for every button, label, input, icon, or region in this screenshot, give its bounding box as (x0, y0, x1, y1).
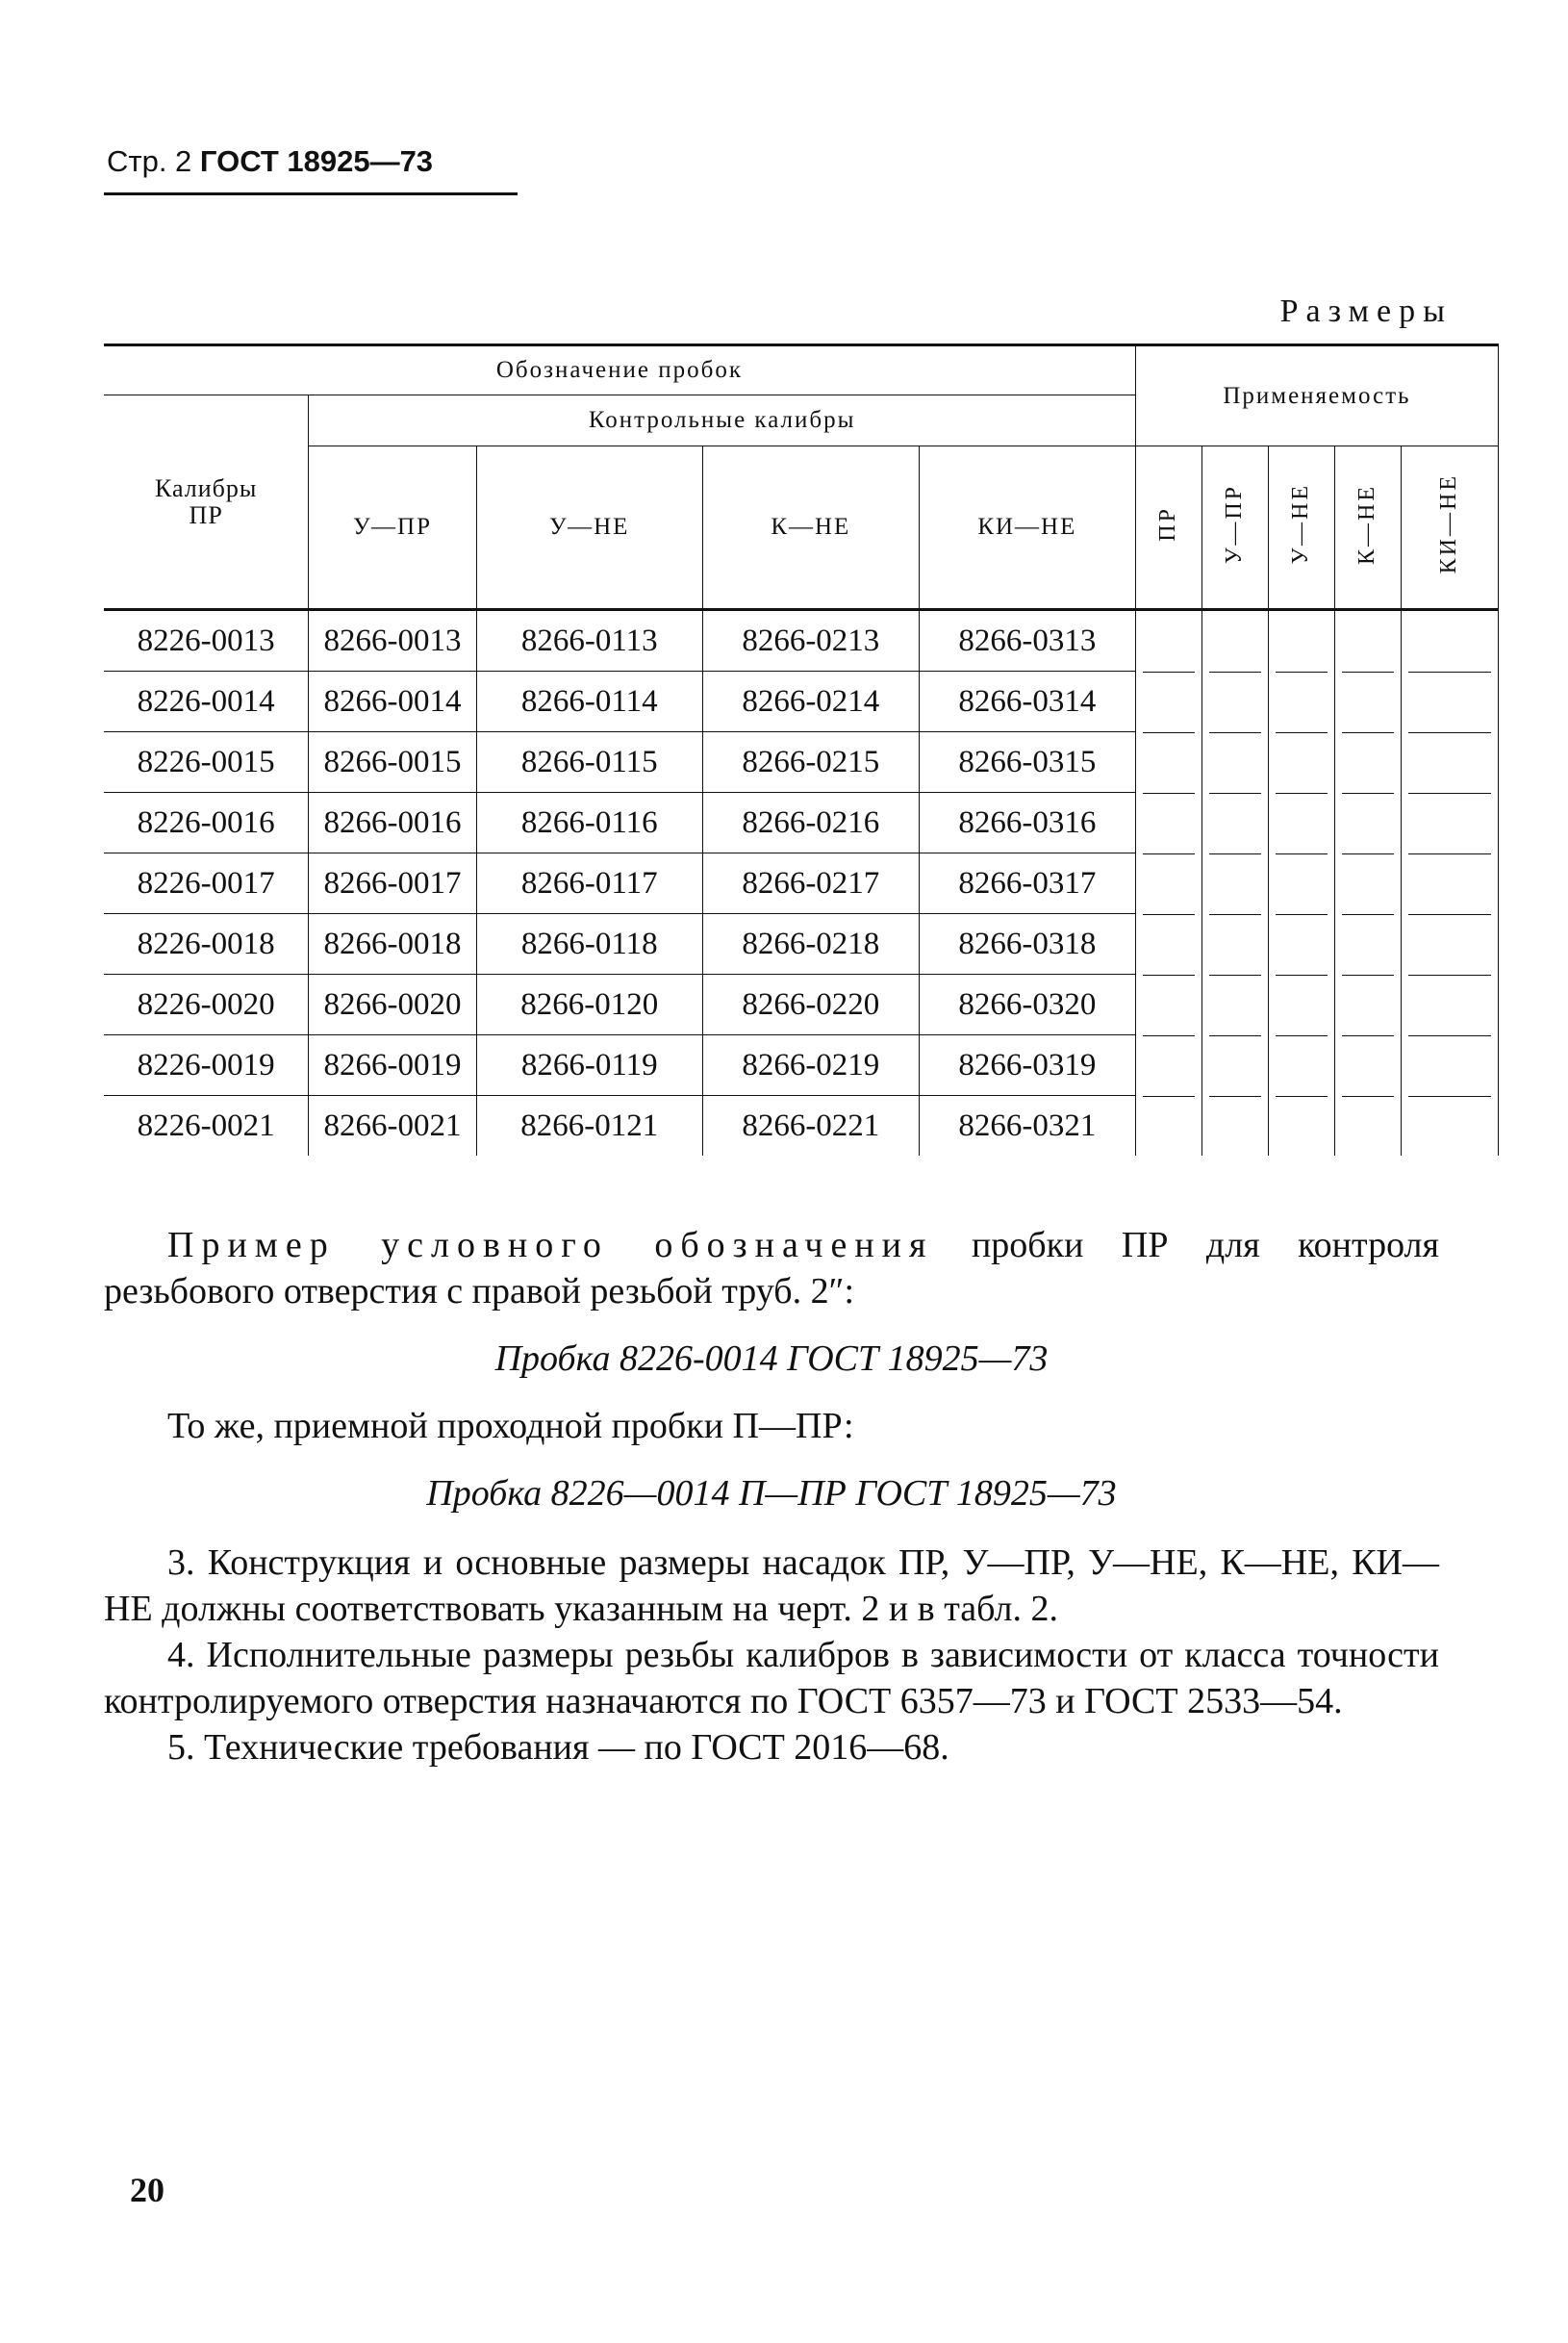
table-row (104, 1096, 1499, 1157)
applicability-cell (1201, 1035, 1268, 1096)
ki-ne-cell: 8266-0313 (919, 610, 1135, 672)
appl-ki-ne-label: КИ—НЕ (1436, 473, 1462, 574)
k-ne-cell: 8266-0217 (702, 853, 919, 914)
table-row (104, 732, 1499, 793)
k-ne-cell: 8266-0215 (702, 732, 919, 793)
pr-cell: 8226-0014 (104, 672, 309, 732)
applicability-cell (1268, 732, 1334, 793)
applicability-cell (1201, 914, 1268, 975)
u-ne-cell: 8266-0117 (476, 853, 702, 914)
gauges-table (104, 344, 1499, 1156)
appl-u-ne-label: У—НЕ (1288, 483, 1314, 565)
pr-cell: 8226-0013 (104, 610, 309, 672)
applicability-cell (1135, 793, 1201, 853)
k-ne-cell: 8266-0213 (702, 610, 919, 672)
applicability-cell (1268, 853, 1334, 914)
appl-u-ne-header (1268, 446, 1334, 610)
applicability-cell (1334, 793, 1401, 853)
applicability-cell (1201, 672, 1268, 732)
u-ne-cell: 8266-0119 (476, 1035, 702, 1096)
col-k-ne-header: К—НЕ (702, 446, 919, 610)
pr-cell: 8226-0015 (104, 732, 309, 793)
clause-5: 5. Технические требования — по ГОСТ 2016—68. (167, 1727, 949, 1768)
pr-cell: 8226-0020 (104, 975, 309, 1035)
table-row (104, 914, 1499, 975)
ki-ne-cell: 8266-0319 (919, 1035, 1135, 1096)
col-ki-ne-header: КИ—НЕ (919, 446, 1135, 610)
applicability-cell (1268, 914, 1334, 975)
applicability-cell (1201, 610, 1268, 672)
k-ne-cell: 8266-0220 (702, 975, 919, 1035)
appl-u-pr-label: У—ПР (1222, 483, 1248, 565)
col-u-pr-header: У—ПР (309, 446, 476, 610)
applicability-cell (1401, 853, 1498, 914)
applicability-cell (1334, 853, 1401, 914)
pr-cell: 8226-0017 (104, 853, 309, 914)
col-u-ne-header: У—НЕ (476, 446, 702, 610)
u-ne-cell: 8266-0116 (476, 793, 702, 853)
u-pr-cell: 8266-0020 (309, 975, 476, 1035)
applicability-cell (1334, 732, 1401, 793)
u-pr-cell: 8266-0014 (309, 672, 476, 732)
k-ne-cell: 8266-0219 (702, 1035, 919, 1096)
table-row (104, 975, 1499, 1035)
applicability-cell (1401, 1035, 1498, 1096)
applicability-cell (1334, 914, 1401, 975)
appl-u-pr-header (1201, 446, 1268, 610)
ki-ne-cell: 8266-0316 (919, 793, 1135, 853)
applicability-cell (1268, 1096, 1334, 1157)
designation-1: Пробка 8226-0014 ГОСТ 18925—73 (494, 1338, 1049, 1379)
page-label: Стр. 2 (107, 144, 192, 178)
ki-ne-cell: 8266-0314 (919, 672, 1135, 732)
u-pr-cell: 8266-0016 (309, 793, 476, 853)
u-ne-cell: 8266-0115 (476, 732, 702, 793)
applicability-cell (1334, 1096, 1401, 1157)
applicability-cell (1334, 975, 1401, 1035)
standard-code: ГОСТ 18925—73 (199, 144, 434, 178)
applicability-cell (1334, 610, 1401, 672)
k-ne-cell: 8266-0221 (702, 1096, 919, 1157)
u-pr-cell: 8266-0019 (309, 1035, 476, 1096)
page-number: 20 (130, 2171, 164, 2209)
k-ne-cell: 8266-0214 (702, 672, 919, 732)
same-text: То же, приемной проходной пробки П—ПР: (167, 1406, 854, 1446)
appl-k-ne-label: К—НЕ (1354, 483, 1380, 565)
applicability-cell (1268, 672, 1334, 732)
table-row (104, 672, 1499, 732)
example-heading: Пример условного обозначения (167, 1225, 934, 1265)
u-ne-cell: 8266-0118 (476, 914, 702, 975)
applicability-cell (1135, 1035, 1201, 1096)
clauses-section (104, 1540, 1439, 1770)
appl-pr-label: ПР (1155, 506, 1181, 542)
applicability-cell (1201, 853, 1268, 914)
example-section (104, 1222, 1439, 1516)
applicability-cell (1268, 1035, 1334, 1096)
ki-ne-cell: 8266-0315 (919, 732, 1135, 793)
ki-ne-cell: 8266-0317 (919, 853, 1135, 914)
appl-ki-ne-header (1401, 446, 1498, 610)
u-ne-cell: 8266-0121 (476, 1096, 702, 1157)
u-pr-cell: 8266-0018 (309, 914, 476, 975)
pr-cell: 8226-0018 (104, 914, 309, 975)
designation-2: Пробка 8226—0014 П—ПР ГОСТ 18925—73 (426, 1473, 1117, 1514)
applicability-cell (1201, 975, 1268, 1035)
applicability-cell (1135, 1096, 1201, 1157)
example-text: пробки ПР для контроля резьбового отверстия с правой резьбой труб. 2″: (104, 1225, 1440, 1312)
applicability-cell (1334, 672, 1401, 732)
u-pr-cell: 8266-0013 (309, 610, 476, 672)
applicability-cell (1135, 672, 1201, 732)
group-header: Обозначение пробок (104, 345, 1135, 395)
ki-ne-cell: 8266-0321 (919, 1096, 1135, 1157)
pr-cell: 8226-0016 (104, 793, 309, 853)
u-ne-cell: 8266-0113 (476, 610, 702, 672)
u-pr-cell: 8266-0021 (309, 1096, 476, 1157)
applicability-cell (1135, 732, 1201, 793)
header-rule (104, 192, 518, 195)
pr-cell: 8226-0019 (104, 1035, 309, 1096)
applicability-cell (1401, 914, 1498, 975)
applicability-cell (1401, 975, 1498, 1035)
applicability-cell (1201, 732, 1268, 793)
applicability-cell (1401, 793, 1498, 853)
applicability-cell (1268, 793, 1334, 853)
u-pr-cell: 8266-0015 (309, 732, 476, 793)
u-ne-cell: 8266-0120 (476, 975, 702, 1035)
ki-ne-cell: 8266-0320 (919, 975, 1135, 1035)
table-row (104, 853, 1499, 914)
control-header: Контрольные калибры (309, 395, 1136, 446)
applicability-cell (1135, 610, 1201, 672)
table-row (104, 793, 1499, 853)
table-row (104, 1035, 1499, 1096)
units-label: Размеры (1279, 293, 1453, 329)
example-paragraph (104, 1222, 1439, 1314)
applicability-cell (1268, 975, 1334, 1035)
applicability-cell (1268, 610, 1334, 672)
k-ne-cell: 8266-0218 (702, 914, 919, 975)
page-header (107, 144, 433, 179)
clause-3: 3. Конструкция и основные размеры насадок ПР, У—ПР, У—НЕ, К—НЕ, КИ—НЕ должны соответствовать указанным на черт. 2 и в табл. 2. (104, 1542, 1439, 1629)
u-ne-cell: 8266-0114 (476, 672, 702, 732)
ki-ne-cell: 8266-0318 (919, 914, 1135, 975)
applicability-cell (1401, 672, 1498, 732)
applicability-header: Применяемость (1135, 345, 1498, 446)
applicability-cell (1401, 610, 1498, 672)
applicability-cell (1135, 914, 1201, 975)
appl-pr-header (1135, 446, 1201, 610)
clause-4: 4. Исполнительные размеры резьбы калибров в зависимости от класса точности контролируемого отверстия назначаются по ГОСТ 6357—73 и ГОСТ 2533—54. (104, 1635, 1439, 1721)
u-pr-cell: 8266-0017 (309, 853, 476, 914)
appl-k-ne-header (1334, 446, 1401, 610)
applicability-cell (1401, 732, 1498, 793)
table-row (104, 610, 1499, 672)
applicability-cell (1201, 1096, 1268, 1157)
first-column-header: Калибры ПР (104, 395, 309, 610)
applicability-cell (1401, 1096, 1498, 1157)
applicability-cell (1201, 793, 1268, 853)
applicability-cell (1135, 853, 1201, 914)
pr-cell: 8226-0021 (137, 1108, 275, 1143)
applicability-cell (1334, 1035, 1401, 1096)
applicability-cell (1135, 975, 1201, 1035)
k-ne-cell: 8266-0216 (702, 793, 919, 853)
